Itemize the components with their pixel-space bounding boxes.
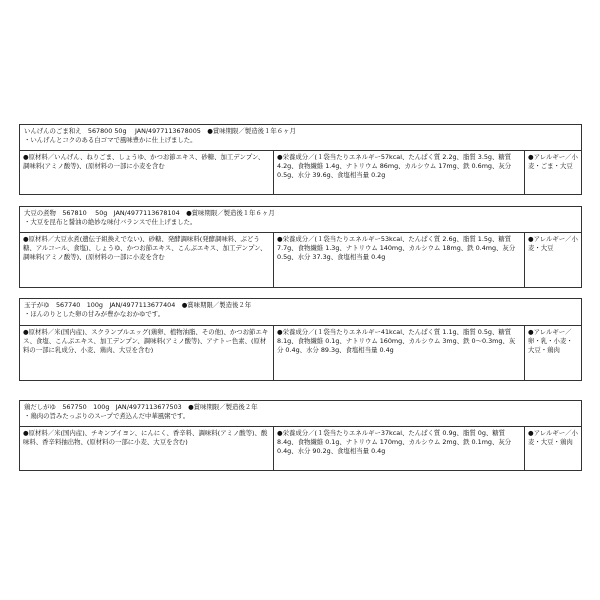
- product-description: ・大豆を昆布と醤油の絶妙な味付バランスで仕上げました。: [24, 218, 197, 227]
- product-card: [19, 124, 582, 195]
- product-header: [20, 401, 581, 427]
- ingredients-cell: ●原材料／米(国内産)、スクランブルエッグ(鶏卵、植物油脂、その他)、かつお節エキス、食塩、こんぶエキス、加工デンプン、調味料(アミノ酸等)、アナトー色素、(原材料の一部に乳成分、小麦、鶏肉、大豆を含む): [20, 326, 274, 381]
- product-details-row: [20, 151, 581, 195]
- product-details-row: [20, 326, 581, 381]
- allergens-cell: ●アレルギー／卵・乳・小麦・大豆・鶏肉: [528, 328, 573, 355]
- ingredients-cell: ●原材料／米(国内産)、チキンブイヨン、にんにく、香辛料、調味料(アミノ酸等)、酸味料、香辛料抽出物、(原材料の一部に小麦、大豆を含む): [20, 427, 274, 471]
- allergens-cell: ●アレルギー／小麦・ごま・大豆: [528, 153, 578, 171]
- product-description: ・鶏肉の旨みたっぷりのスープで煮込んだ中華風粥です。: [24, 412, 190, 421]
- product-title: いんげんのごま和え 567800 50g JAN/4977113678005 ●賞味期限／製造後１年６ヶ月: [24, 127, 296, 135]
- product-header: [20, 299, 581, 326]
- product-title: 大豆の煮物 567810 50g JAN/4977113678104 ●賞味期限／製造後１年６ヶ月: [24, 209, 275, 217]
- product-details-row: [20, 233, 581, 288]
- product-description: ・ほんのりとした卵の甘みが豊かなおかゆです。: [24, 310, 165, 319]
- allergens-cell: ●アレルギー／小麦・大豆・鶏肉: [528, 429, 578, 447]
- product-description: ・いんげんとコクのある白ゴマで風味豊かに仕上げました。: [24, 136, 197, 145]
- nutrition-cell: ●栄養成分／(１袋当たりエネルギー53kcal、たんぱく質 2.6g、脂質 1.5g、糖質 7.7g、食物繊維 1.3g、ナトリウム 140mg、カルシウム 18mg、鉄 0.4mg、灰分 0.5g、水分 37.3g、食塩相当量 0.4g: [274, 233, 525, 288]
- product-title: 玉子がゆ 567740 100g JAN/4977113677404 ●賞味期限／製造後２年: [24, 301, 252, 309]
- product-card: [19, 400, 582, 471]
- product-title: 鶏だしがゆ 567750 100g JAN/4977113677503 ●賞味期限／製造後２年: [24, 403, 258, 411]
- nutrition-cell: ●栄養成分／(１袋当たりエネルギー41kcal、たんぱく質 1.1g、脂質 0.5g、糖質 8.1g、食物繊維 0.1g、ナトリウム 160mg、カルシウム 3mg、鉄 0～0.3mg、灰分 0.4g、水分 89.3g、食塩相当量 0.4g: [274, 326, 525, 381]
- ingredients-cell: ●原材料／大豆水煮(遺伝子組換えでない)、砂糖、発酵調味料(発酵調味料、ぶどう糖、アルコール、食塩)、しょうゆ、かつお節エキス、こんぶエキス、加工デンプン、調味料(アミノ酸等)、(原材料の一部に小麦を含む: [20, 233, 274, 288]
- nutrition-cell: ●栄養成分／(１袋当たりエネルギー37kcal、たんぱく質 0.9g、脂質 0g、糖質 8.4g、食物繊維 0.1g、ナトリウム 170mg、カルシウム 2mg、鉄 0.1mg、灰分 0.4g、水分 90.2g、食塩相当量 0.4g: [274, 427, 525, 471]
- product-details-row: [20, 427, 581, 471]
- product-header: [20, 125, 581, 151]
- ingredients-cell: ●原材料／いんげん、ねりごま、しょうゆ、かつお節エキス、砂糖、加工デンプン、調味料(アミノ酸等)、(原材料の一部に小麦を含む: [20, 151, 274, 195]
- allergens-cell: ●アレルギー／小麦・大豆: [528, 235, 578, 253]
- product-header: [20, 207, 581, 233]
- product-card: [19, 298, 582, 381]
- product-card: [19, 206, 582, 288]
- nutrition-cell: ●栄養成分／(１袋当たりエネルギー57kcal、たんぱく質 2.2g、脂質 3.5g、糖質 4.2g、食物繊維 1.4g、ナトリウム 86mg、カルシウム 17mg、鉄 0.6mg、灰分 0.5g、水分 39.6g、食塩相当量 0.2g: [274, 151, 525, 195]
